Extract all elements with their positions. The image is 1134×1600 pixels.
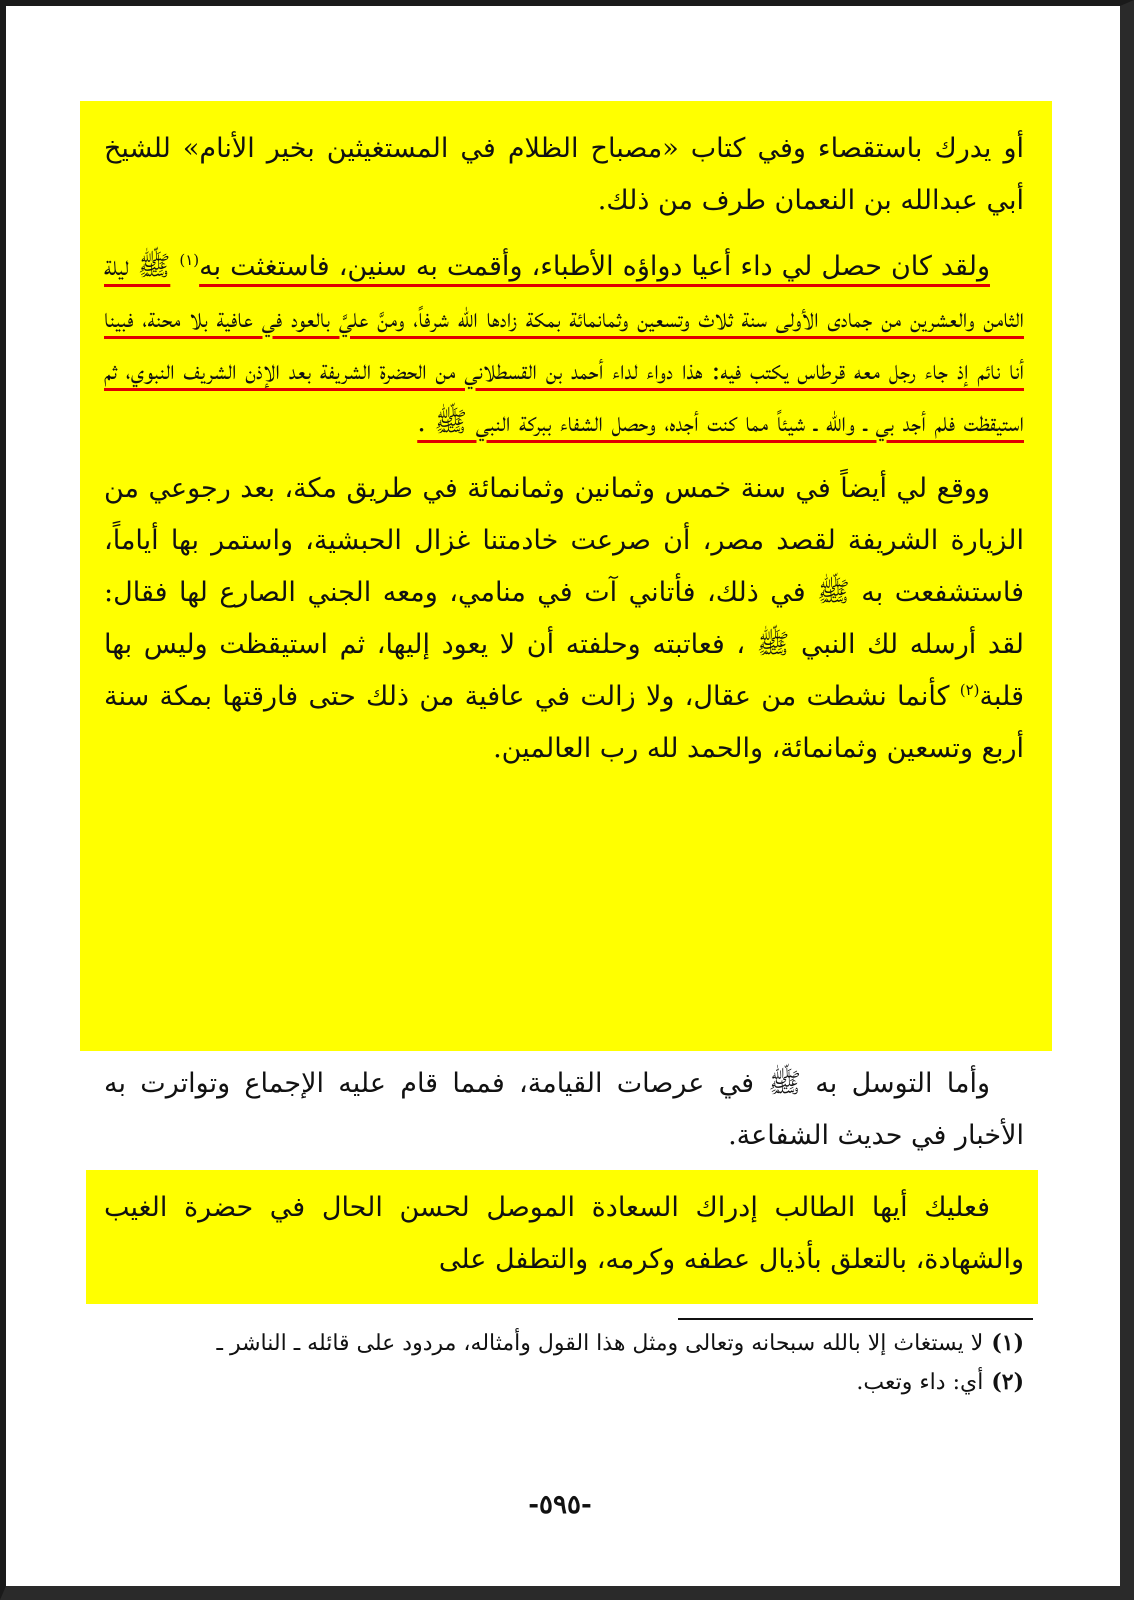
mid-text-block — [104, 1058, 1024, 1162]
end-text-block — [104, 1182, 1024, 1286]
paragraph-4: وأما التوسل به ﷺ في عرصات القيامة، فمما قام عليه الإجماع وتواترت به الأخبار في حديث الشفاعة. — [104, 1068, 1024, 1151]
footnote-ref-2: (٢) — [959, 681, 980, 699]
paragraph-3-text-a: ووقع لي أيضاً في سنة خمس وثمانين وثمانمائة في طريق مكة، بعد رجوعي من الزيارة الشريفة لقصد مصر، أن صرعت خادمتنا غزال الحبشية، واستمر بها أياماً، فاستشفعت به ﷺ في ذلك، فأتاني آت في منامي، ومعه الجني الصارع لها فقال: لقد أرسله لك النبي ﷺ ، فعاتبته وحلفته أن لا يعود إليها، ثم استيقظت وليس بها قلبة — [104, 473, 1024, 712]
footnote-1 — [104, 1324, 1024, 1363]
footnote-separator — [678, 1318, 1033, 1320]
paragraph-3 — [104, 463, 1024, 775]
paragraph-2 — [104, 241, 1024, 449]
paragraph-3-text-b: كأنما نشطت من عقال، ولا زالت في عافية من ذلك حتى فارقتها بمكة سنة أربع وتسعين وثمانمائة، والحمد لله رب العالمين. — [104, 681, 1024, 764]
page-number: -٥٩٥- — [528, 1490, 592, 1520]
footnote-ref-1: (١) — [179, 251, 200, 269]
underlined-text-b: ﷺ ليلة الثامن والعشرين من جمادى الأولى سنة ثلاث وتسعين وثمانمائة بمكة زادها الله شرفاً، ومنَّ عليَّ بالعود في عافية بلا محنة، فبينا أنا نائم إذ جاء رجل معه قرطاس يكتب فيه: هذا دواء لداء أحمد بن القسطلاني من الحضرة الشريفة بعد الإذن الشريف النبوي، ثم استيقظت فلم أجد بي ـ والله ـ شيئاً مما كنت أجده، وحصل الشفاء ببركة النبي ﷺ . — [104, 251, 1024, 438]
paragraph-5: فعليك أيها الطالب إدراك السعادة الموصل لحسن الحال في حضرة الغيب والشهادة، بالتعلق بأذيال عطفه وكرمه، والتطفل على — [104, 1192, 1024, 1275]
footnotes — [104, 1324, 1024, 1402]
underlined-text-a: ولقد كان حصل لي داء أعيا دواؤه الأطباء، وأقمت به سنين، فاستغثت به — [199, 251, 990, 282]
footnote-2 — [104, 1363, 1024, 1402]
paragraph-1: أو يدرك باستقصاء وفي كتاب «مصباح الظلام في المستغيثين بخير الأنام» للشيخ أبي عبدالله بن النعمان طرف من ذلك. — [104, 133, 1024, 216]
footnote-text-1: لا يستغاث إلا بالله سبحانه وتعالى ومثل هذا القول وأمثاله، مردود على قائله ـ الناشر ـ — [216, 1331, 984, 1356]
footnote-text-2: أي: داء وتعب. — [856, 1370, 984, 1395]
main-text-block — [104, 123, 1024, 775]
footnote-number-2: (٢) — [991, 1369, 1024, 1395]
footnote-number-1: (١) — [991, 1330, 1024, 1356]
